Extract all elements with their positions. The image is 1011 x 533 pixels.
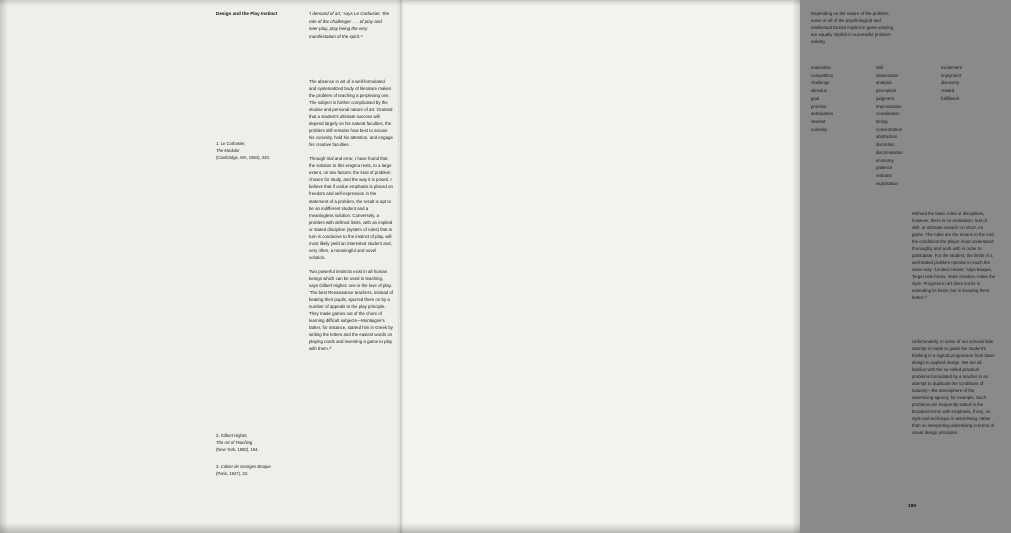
page-number: 189 bbox=[908, 504, 917, 509]
top-edge-shadow bbox=[0, 0, 800, 6]
bottom-edge-shadow bbox=[0, 523, 800, 533]
word-item: enjoyment bbox=[941, 72, 962, 78]
paragraph: Depending on the nature of the problem, some or all of the psychological and intellectual factors implicit in game-playing are equally implicit in successful problem-solving. bbox=[811, 11, 894, 45]
word-item: promise bbox=[811, 103, 827, 109]
word-item: discovery bbox=[941, 80, 960, 86]
footnote-2 bbox=[216, 433, 288, 453]
word-item: reward bbox=[941, 88, 955, 94]
footnote-title: The Art of Teaching bbox=[216, 439, 253, 445]
right-body-column-upper bbox=[912, 210, 996, 308]
paragraph: Unfortunately, in some of our schools little attempt is made to guide the student's thinking in a logical progression from basic design to applied design. We are all familiar with the so-called practical problems formulated by a teacher in an attempt to duplicate the conditions of industry—the atmosphere of the advertising agency, for example. Such problems are frequently stated in the broadest terms with emphasis, if any, on style and technique in advertising, rather than on interpreting advertising in terms of visual design principles. bbox=[912, 339, 995, 436]
word-item: patience bbox=[876, 165, 893, 171]
footnote-text: Gilbert Highet, bbox=[220, 433, 248, 438]
paragraph: The absence in art of a well-formulated and systematized body of literature makes the problem of teaching a perplexing one. The subject is further complicated by the elusive and personal nature of art. Granted that a student's ultimate success will depend largely on his natural faculties, the problem still remains how best to arouse his curiosity, hold his attention, and engage his creative faculties. bbox=[309, 79, 393, 148]
word-item: abstraction bbox=[876, 134, 898, 140]
word-item: fulfillment bbox=[941, 95, 960, 101]
footnote-number: 1. bbox=[216, 141, 220, 146]
word-item: discretion bbox=[876, 142, 895, 148]
right-intro-paragraph bbox=[811, 10, 895, 52]
epigraph: 'I demand of art,' says Le Corbusier, 'the role of the challenger . . . of play and inter-play, play being the very manifestation of the spirit.'¹ bbox=[309, 11, 390, 40]
footnote-rest: (Cambridge, MA, 1954), 220. bbox=[216, 154, 270, 160]
word-item: concentration bbox=[876, 126, 903, 132]
word-item: discrimination bbox=[876, 149, 903, 155]
word-item: timing bbox=[876, 119, 888, 125]
word-column-1 bbox=[811, 64, 876, 188]
book-gutter bbox=[398, 0, 402, 533]
footnote-1 bbox=[216, 141, 288, 161]
word-item: restraint bbox=[876, 173, 892, 179]
footnote-text: Le Corbusier, bbox=[220, 141, 246, 146]
word-item: improvisation bbox=[876, 103, 902, 109]
word-item: anticipation bbox=[811, 111, 833, 117]
footnote-rest: (New York, 1950), 194. bbox=[216, 446, 259, 452]
word-item: skill bbox=[876, 65, 884, 70]
word-item: exploitation bbox=[876, 180, 898, 186]
word-item: analysis bbox=[876, 80, 892, 86]
paragraph: Two powerful instincts exist in all human beings which can be used in teaching, says Gilbert Highet: one is the love of play. 'The best Renaissance teachers, instead of beating their pupils, spurred them on by a number of appeals to the play principle. They made games out of the chore of learning difficult subjects—Montaigne's father, for instance, started him in Greek by writing the letters and the easiest words on playing cards and inventing a game to play with them.'² bbox=[309, 268, 394, 352]
footnote-3 bbox=[216, 464, 288, 478]
footnote-title: Cahier de Georges Braque bbox=[220, 464, 271, 469]
right-page bbox=[400, 0, 996, 533]
footnote-number: 3. bbox=[216, 464, 220, 469]
word-item: observation bbox=[876, 72, 899, 78]
word-lists bbox=[811, 64, 1011, 188]
word-column-2 bbox=[876, 64, 941, 188]
word-item: stimulus bbox=[811, 88, 827, 94]
word-column-3 bbox=[941, 64, 1006, 188]
word-item: coordination bbox=[876, 111, 900, 117]
footnote-title: The Modulor bbox=[216, 147, 240, 153]
word-item: challenge bbox=[811, 80, 830, 86]
word-item: interest bbox=[811, 119, 826, 125]
word-item: curiosity bbox=[811, 126, 827, 132]
word-item: perception bbox=[876, 88, 897, 94]
right-body-column-lower bbox=[912, 338, 996, 443]
left-page bbox=[0, 0, 400, 533]
page-title: Design and the Play Instinct bbox=[216, 11, 278, 16]
word-item: goal bbox=[811, 95, 820, 101]
left-body-column bbox=[309, 78, 393, 359]
right-edge-shadow bbox=[792, 0, 800, 533]
word-item: economy bbox=[876, 157, 894, 163]
paragraph: Without the basic rules or disciplines, however, there is no motivation, test of skill, or ultimate reward—in short, no game. The rules are the means to the end, the conditions the player must understand thoroughly and work with in order to participate. For the student, the limits of a well-stated problem operate in much the same way. 'Limited means,' says Braque, 'beget new forms, invite creation, make the style. Progress in art does not lie in extending its limits, but in knowing them better.'³ bbox=[912, 211, 996, 301]
left-edge-shadow bbox=[0, 0, 8, 533]
word-item: judgment bbox=[876, 95, 894, 101]
footnote-rest: (Paris, 1947), 33. bbox=[216, 470, 249, 476]
word-item: competition bbox=[811, 72, 834, 78]
paragraph: Through trial and error, I have found that the solution to this enigma rests, to a large extent, on two factors: the kind of problem chosen for study, and the way it is posed. I believe that if undue emphasis is placed on freedom and self-expression in the statement of a problem, the result is apt to be an indifferent student and a meaningless solution. Conversely, a problem with defined limits, with an implied or stated discipline (system of rules) that in turn is conducive to the instinct of play, will most likely yield an interested student and, very often, a meaningful and novel solution. bbox=[309, 156, 393, 260]
word-item: motivation bbox=[811, 65, 831, 70]
word-item: excitement bbox=[941, 65, 963, 70]
footnote-number: 2. bbox=[216, 433, 220, 438]
